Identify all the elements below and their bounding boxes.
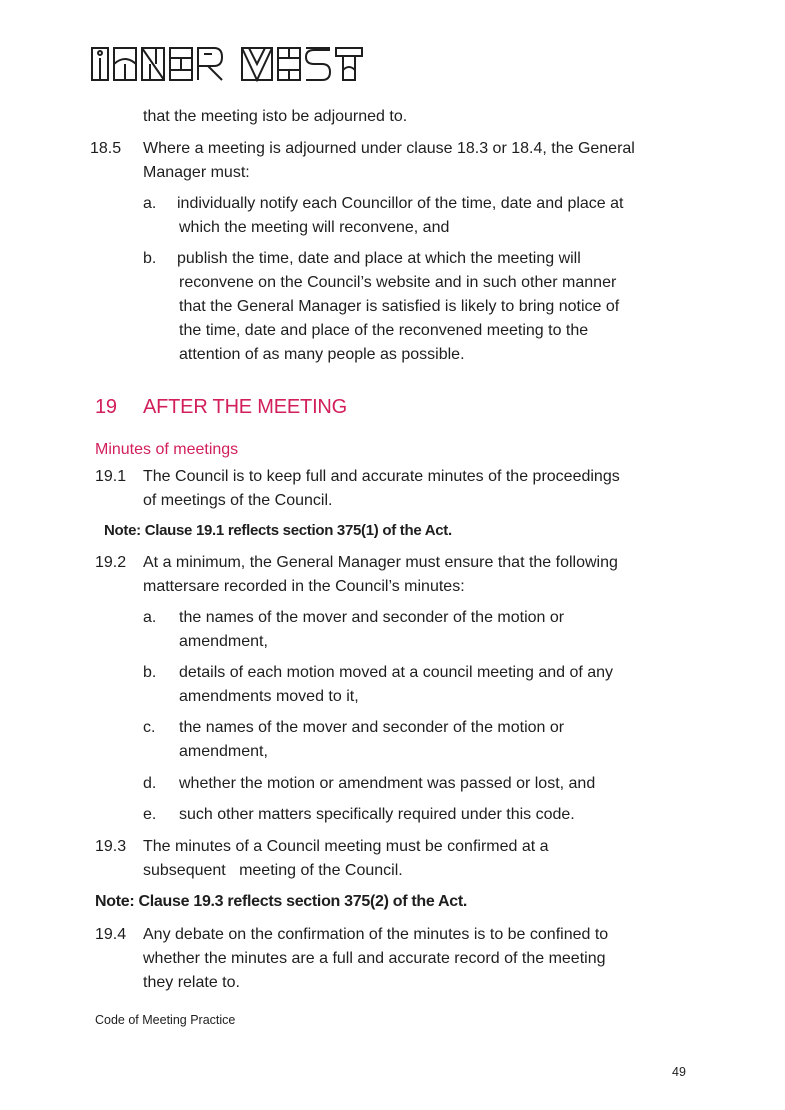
page-number: 49 bbox=[672, 1065, 686, 1079]
clause-number-18-5: 18.5 bbox=[90, 140, 122, 157]
list-item-text: which the meeting will reconvene, and bbox=[179, 219, 450, 236]
subheading: Minutes of meetings bbox=[95, 441, 239, 458]
clause-19-3-text: The minutes of a Council meeting must be confirmed at a bbox=[143, 838, 549, 855]
list-item-text: publish the time, date and place at which the meeting will bbox=[177, 250, 581, 267]
note-19-1: Note: Clause 19.1 reflects section 375(1) of the Act. bbox=[104, 522, 452, 539]
list-label-b: b. bbox=[143, 664, 157, 681]
list-item-text: amendment, bbox=[179, 633, 268, 650]
list-item-text: that the General Manager is satisfied is likely to bring notice of bbox=[179, 298, 620, 315]
list-item-text: amendment, bbox=[179, 743, 268, 760]
clause-19-1-text: of meetings of the Council. bbox=[143, 492, 333, 509]
clause-19-4-text: whether the minutes are a full and accurate record of the meeting bbox=[143, 950, 606, 967]
list-label-e: e. bbox=[143, 806, 157, 823]
inner-west-logo bbox=[90, 44, 390, 84]
list-item-text: the time, date and place of the reconvened meeting to the bbox=[179, 322, 589, 339]
list-item-text: reconvene on the Council’s website and in such other manner bbox=[179, 274, 617, 291]
list-label-a: a. bbox=[143, 609, 157, 626]
list-label-c: c. bbox=[143, 719, 156, 736]
list-item-text: amendments moved to it, bbox=[179, 688, 359, 705]
clause-number-19-3: 19.3 bbox=[95, 838, 127, 855]
clause-number-19-4: 19.4 bbox=[95, 926, 127, 943]
clause-19-1-text: The Council is to keep full and accurate minutes of the proceedings bbox=[143, 468, 620, 485]
list-item-text: individually notify each Councillor of the time, date and place at bbox=[177, 195, 624, 212]
note-19-3: Note: Clause 19.3 reflects section 375(2) of the Act. bbox=[95, 893, 468, 910]
clause-19-3-text: subsequent meeting of the Council. bbox=[143, 862, 403, 879]
clause-19-4-text: they relate to. bbox=[143, 974, 240, 991]
section-title: AFTER THE MEETING bbox=[143, 396, 348, 418]
clause-number-19-2: 19.2 bbox=[95, 554, 127, 571]
continuation-text: that the meeting isto be adjourned to. bbox=[143, 108, 408, 125]
list-label-b: b. bbox=[143, 250, 157, 267]
list-label-d: d. bbox=[143, 775, 157, 792]
list-item-text: details of each motion moved at a council meeting and of any bbox=[179, 664, 614, 681]
list-item-text: whether the motion or amendment was passed or lost, and bbox=[179, 775, 596, 792]
list-item-text: the names of the mover and seconder of the motion or bbox=[179, 609, 565, 626]
clause-19-4-text: Any debate on the confirmation of the minutes is to be confined to bbox=[143, 926, 609, 943]
section-number: 19 bbox=[95, 396, 117, 418]
list-label-a: a. bbox=[143, 195, 157, 212]
clause-number-19-1: 19.1 bbox=[95, 468, 127, 485]
list-item-text: attention of as many people as possible. bbox=[179, 346, 465, 363]
clause-19-2-text: mattersare recorded in the Council’s minutes: bbox=[143, 578, 465, 595]
list-item-text: such other matters specifically required under this code. bbox=[179, 806, 575, 823]
clause-18-5-text: Where a meeting is adjourned under clause 18.3 or 18.4, the General bbox=[143, 140, 635, 157]
clause-19-2-text: At a minimum, the General Manager must ensure that the following bbox=[143, 554, 618, 571]
footer-document-title: Code of Meeting Practice bbox=[95, 1013, 236, 1027]
clause-18-5-text: Manager must: bbox=[143, 164, 250, 181]
list-item-text: the names of the mover and seconder of the motion or bbox=[179, 719, 565, 736]
